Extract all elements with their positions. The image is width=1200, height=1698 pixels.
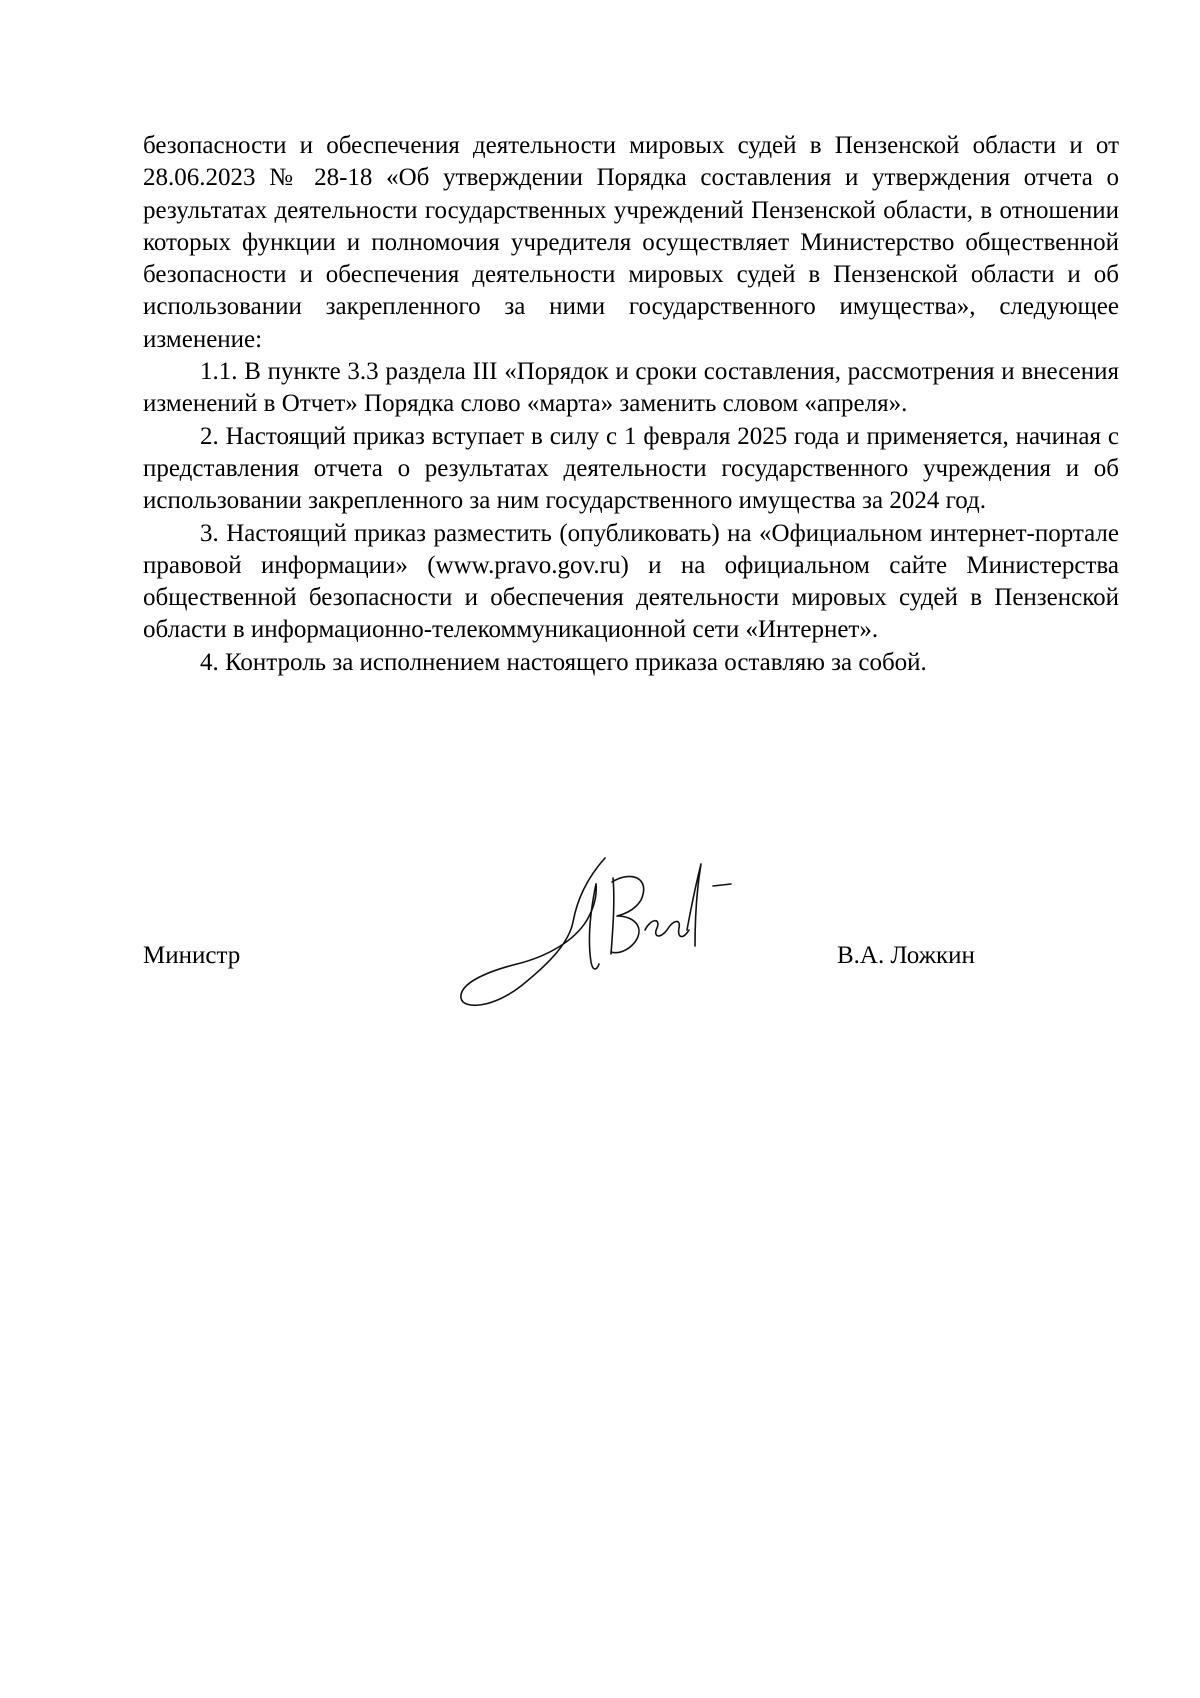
handwritten-signature [455,838,755,1018]
paragraph-4: 4. Контроль за исполнением настоящего приказа оставляю за собой. [200,648,927,676]
document-body [143,130,1119,679]
paragraph-intro-continuation: безопасности и обеспечения деятельности мировых судей в Пензенской области и от 28.06.2023 № 28-18 «Об утверждении Порядка составления и утверждения отчета о результатах деятельности государственных учреждений Пензенской области, в отношении которых функции и полномочия учредителя осуществляет Министерство общественной безопасности и обеспечения деятельности мировых судей в Пензенской области и об использовании закрепленного за ними государственного имущества», следующее изменение: [143,132,1119,353]
signer-title: Министр [143,942,241,969]
paragraph-3: 3. Настоящий приказ разместить (опубликовать) на «Официальном интернет-портале правовой информации» (www.pravo.gov.ru) и на официальном сайте Министерства общественной безопасности и обеспечения деятельности мировых судей в Пензенской области в информационно-телекоммуникационной сети «Интернет». [143,519,1119,644]
paragraph-2: 2. Настоящий приказ вступает в силу с 1 февраля 2025 года и применяется, начиная с представления отчета о результатах деятельности государственного учреждения и об использовании закрепленного за ним государственного имущества за 2024 год. [143,422,1119,515]
paragraph-1-1: 1.1. В пункте 3.3 раздела III «Порядок и сроки составления, рассмотрения и внесения изменений в Отчет» Порядка слово «марта» заменить словом «апреля». [143,358,1119,418]
signer-name: В.А. Ложкин [837,942,975,969]
